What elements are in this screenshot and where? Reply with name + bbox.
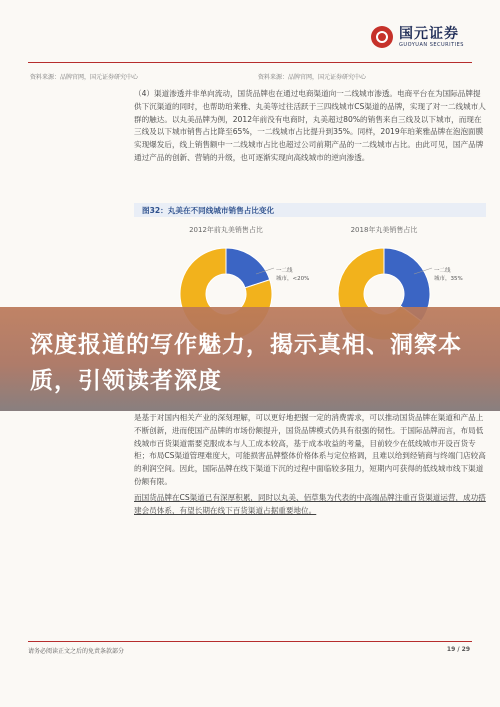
slice-annotation: 一二线 xyxy=(276,268,293,274)
figure-title: 图32：丸美在不同线城市销售占比变化 xyxy=(142,206,275,215)
footer-disclaimer: 请务必阅读正文之后的免责条款部分 xyxy=(28,648,125,655)
slice-annotation: 城市，35% xyxy=(434,276,463,282)
source-note-left: 资料来源：品牌官网，国元证券研究中心 xyxy=(30,74,139,81)
body-section-2 xyxy=(134,412,486,517)
headline-banner xyxy=(0,307,500,411)
footer-divider xyxy=(28,641,472,642)
page-number: 19 / 29 xyxy=(446,646,470,653)
pie-title: 2012年前丸美销售占比 xyxy=(189,226,263,234)
paragraph-underlined: 而国货品牌在CS渠道已有深厚积累，同时以丸美、佰草集为代表的中高端品牌注重百货渠道运营，成功搭建会员体系，有望长期在线下百货渠道占据重要地位。 xyxy=(134,492,486,515)
paragraph: 是基于对国内相关产业的深刻理解，可以更好地把握一定的消费需求，可以推动国货品牌在渠道和产品上不断创新，进而使国产品牌的市场份额提升，国货品牌模式仍具有很强的韧性。于国际品牌而言，布局低线城市百货渠道需要克服成本与人工成本较高，基于成本收益的考量，目前较少在低线城市开设百货专柜；布局CS渠道管理难度大，可能损害品牌整体价格体系与定位格调，且难以给到经销商与终端门店较高的利润空间。因此，国际品牌在线下渠道下沉的过程中面临较多阻力，短期内可获得的低线城市线下渠道份额有限。 xyxy=(134,413,486,486)
logo-name-en: GUOYUAN SECURITIES xyxy=(399,41,464,48)
source-note-right: 资料来源：品牌官网，国元证券研究中心 xyxy=(258,74,367,81)
banner-title: 深度报道的写作魅力，揭示真相、洞察本质，引领读者深度 xyxy=(30,332,462,394)
paragraph: （4）渠道渗透并非单向流动，国货品牌也在通过电商渠道向一二线城市渗透。电商平台在为国际品牌提供下沉渠道的同时，也帮助珀莱雅、丸美等过往活跃于三四线城市CS渠道的品牌，实现了对一二线城市人群的触达。以丸美品牌为例，2012年前没有电商时，丸美超过80%的销售来自三线及以下城市，而现在三线及以下城市销售占比降至65%，一二线城市占比提升到35%。同样，2019年珀莱雅品牌在泡泡面膜实现爆发后，线上销售额中一二线城市占比也超过公司前期产品的一二线城市占比。由此可见，国产品牌通过产品的创新、营销的升级，也可逐渐实现向高线城市的逆向渗透。 xyxy=(134,89,486,162)
pie-title: 2018年丸美销售占比 xyxy=(350,226,418,234)
page-header xyxy=(0,0,500,58)
body-section-1 xyxy=(134,88,486,168)
logo-name-cn: 国元证券 xyxy=(399,25,460,42)
brand-logo xyxy=(371,26,464,48)
slice-annotation: 一二线 xyxy=(434,268,451,274)
figure-caption xyxy=(134,203,486,217)
header-divider xyxy=(28,62,472,63)
logo-mark-icon xyxy=(371,26,393,48)
slice-annotation: 城市，<20% xyxy=(276,276,310,282)
